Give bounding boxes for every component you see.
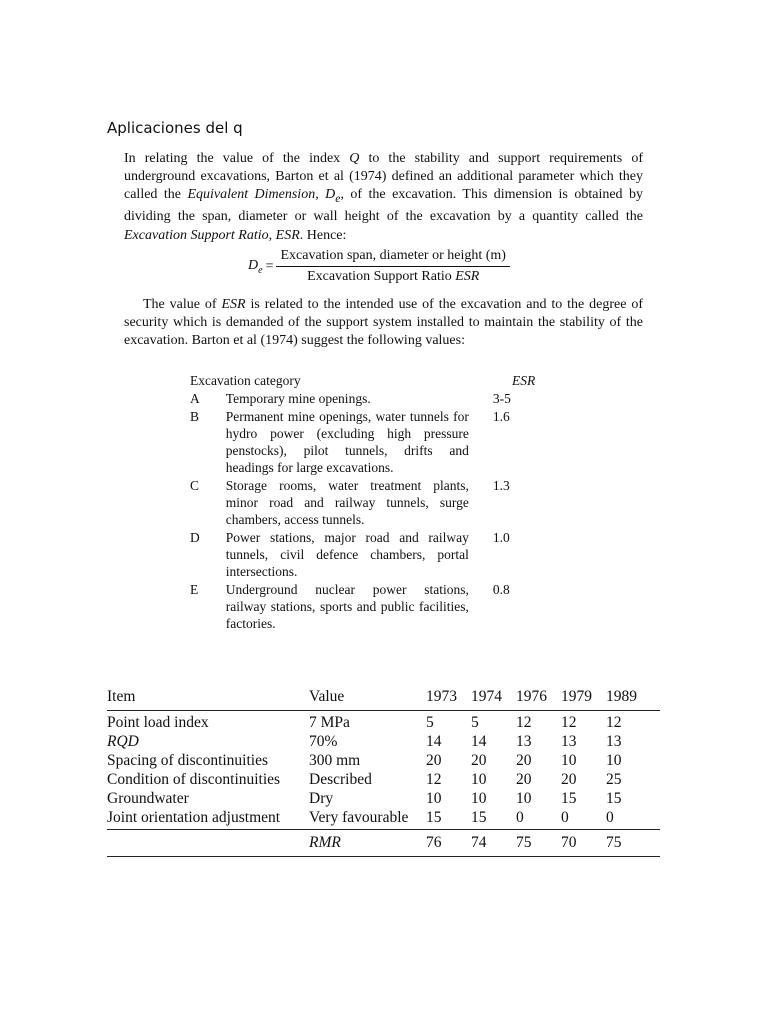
esr-category-code: D <box>190 530 200 545</box>
esr-description-line: Storage rooms, water treatment plants, <box>225 478 469 493</box>
rmr-total-label: RMR <box>309 830 426 857</box>
rmr-header-1989: 1989 <box>606 684 660 711</box>
esr-description-line: minor road and railway tunnels, surge <box>225 495 469 510</box>
intro-line-2: underground excavations, Barton et al (1974) defined an additional parameter which they <box>124 169 643 185</box>
esr-description-line: factories. <box>225 616 276 631</box>
rmr-header-1973: 1973 <box>426 684 471 711</box>
esr-value: 3-5 <box>492 391 511 406</box>
rmr-1989-cell: 13 <box>606 733 622 750</box>
formula-equals: = <box>265 258 274 274</box>
rmr-value-cell: Very favourable <box>309 809 409 826</box>
esr-category-description <box>226 529 469 580</box>
rmr-total-cell <box>107 830 309 857</box>
rmr-1979-cell: 0 <box>561 809 569 826</box>
rmr-1973-cell: 5 <box>426 714 434 731</box>
rmr-1976-cell: 0 <box>516 809 524 826</box>
rmr-total-cell: 75 <box>606 830 660 857</box>
esr-description-line: Permanent mine openings, water tunnels for <box>225 409 469 424</box>
esr-description-line: chambers, access tunnels. <box>225 512 365 527</box>
esr-row <box>190 477 540 528</box>
intro-line-4: dividing the span, diameter or wall height of the excavation by a quantity called the <box>124 209 643 225</box>
esr-row <box>190 529 540 580</box>
esr-category-description <box>226 477 469 528</box>
esr-line-1: The value of ESR is related to the intended use of the excavation and to the degree of <box>143 297 644 312</box>
rmr-1973-cell: 12 <box>426 771 442 788</box>
formula-fraction <box>276 248 509 285</box>
formula-denominator: Excavation Support Ratio ESR <box>307 269 480 284</box>
rmr-total-cell: 75 <box>516 830 561 857</box>
rmr-item-cell: Spacing of discontinuities <box>107 752 269 769</box>
rmr-total-cell: 70 <box>561 830 606 857</box>
rmr-item-cell: Point load index <box>107 714 209 731</box>
rmr-1979-cell: 12 <box>561 714 577 731</box>
rmr-1974-cell: 10 <box>471 771 487 788</box>
rmr-item-cell: Groundwater <box>107 790 189 807</box>
esr-category-description <box>226 390 469 407</box>
rmr-1974-cell: 15 <box>471 809 487 826</box>
esr-description-line: tunnels, civil defence chambers, portal <box>225 547 469 562</box>
rmr-1973-cell: 10 <box>426 790 442 807</box>
header-esr: ESR <box>512 373 536 388</box>
esr-line-2: security which is demanded of the support system installed to maintain the stability of the <box>124 315 643 331</box>
esr-category-code: E <box>190 582 199 597</box>
esr-description-line: railway stations, sports and public facilities, <box>225 599 469 614</box>
esr-paragraph <box>124 296 643 351</box>
esr-description-line: headings for large excavations. <box>225 460 394 475</box>
rmr-value-cell: Described <box>309 771 372 788</box>
page-heading: Aplicaciones del q <box>107 119 243 137</box>
esr-category-code: A <box>190 391 200 406</box>
esr-category-code: B <box>190 409 200 424</box>
esr-value: 1.0 <box>492 530 510 545</box>
intro-line-1: In relating the value of the index Q to the stability and support requirements of <box>124 151 643 166</box>
esr-value: 1.6 <box>492 409 510 424</box>
rmr-value-cell: 300 mm <box>309 752 361 769</box>
esr-value: 1.3 <box>492 478 510 493</box>
esr-description-line: penstocks), pilot tunnels, drifts and <box>225 443 469 458</box>
rmr-total-cell: 74 <box>471 830 516 857</box>
esr-category-table <box>190 372 540 632</box>
rmr-total-cell: 76 <box>426 830 471 857</box>
rmr-1973-cell: 14 <box>426 733 442 750</box>
rmr-value-cell: 7 MPa <box>309 714 350 731</box>
rmr-1974-cell: 10 <box>471 790 487 807</box>
esr-table-header <box>190 372 540 389</box>
rmr-header-1974: 1974 <box>471 684 516 711</box>
esr-category-description <box>226 581 469 632</box>
rmr-header-1976: 1976 <box>516 684 561 711</box>
rmr-1974-cell: 20 <box>471 752 487 769</box>
esr-row <box>190 408 540 476</box>
esr-category-code: C <box>190 478 200 493</box>
rmr-1974-cell: 5 <box>471 714 479 731</box>
rmr-1979-cell: 15 <box>561 790 577 807</box>
esr-description-line: intersections. <box>225 564 298 579</box>
rmr-1979-cell: 20 <box>561 771 577 788</box>
rmr-1976-cell: 12 <box>516 714 532 731</box>
formula-lhs: $D_e$ <box>248 257 263 276</box>
rmr-row <box>107 770 660 789</box>
rmr-item-cell: Condition of discontinuities <box>107 771 281 788</box>
rmr-header-value: Value <box>309 684 426 711</box>
rmr-1973-cell: 20 <box>426 752 442 769</box>
intro-line-5: Excavation Support Ratio, ESR. Hence: <box>124 227 347 243</box>
rmr-row <box>107 751 660 770</box>
esr-description-line: Temporary mine openings. <box>225 391 371 406</box>
rmr-header-1979: 1979 <box>561 684 606 711</box>
rmr-1989-cell: 25 <box>606 771 622 788</box>
rmr-1989-cell: 15 <box>606 790 622 807</box>
rmr-value-cell: Dry <box>309 790 334 807</box>
rmr-table <box>107 684 660 857</box>
rmr-1989-cell: 12 <box>606 714 622 731</box>
rmr-row <box>107 711 660 733</box>
rmr-1979-cell: 13 <box>561 733 577 750</box>
rmr-item-cell: Joint orientation adjustment <box>107 809 281 826</box>
rmr-total-row <box>107 830 660 857</box>
esr-value: 0.8 <box>492 582 510 597</box>
rmr-header-item: Item <box>107 684 309 711</box>
esr-description-line: Underground nuclear power stations, <box>225 582 469 597</box>
formula-numerator: Excavation span, diameter or height (m) <box>276 248 509 267</box>
esr-description-line: Power stations, major road and railway <box>225 530 469 545</box>
esr-row <box>190 581 540 632</box>
rmr-1976-cell: 20 <box>516 771 532 788</box>
esr-line-3: excavation. Barton et al (1974) suggest the following values: <box>124 333 465 349</box>
rmr-value-cell: 70% <box>309 733 338 750</box>
equivalent-dimension-formula <box>248 248 510 285</box>
rmr-row <box>107 808 660 830</box>
rmr-1973-cell: 15 <box>426 809 442 826</box>
header-excavation-category: Excavation category <box>190 373 301 388</box>
rmr-row <box>107 789 660 808</box>
rmr-item-cell: RQD <box>107 733 139 750</box>
esr-description-line: hydro power (excluding high pressure <box>225 426 469 441</box>
rmr-1974-cell: 14 <box>471 733 487 750</box>
rmr-row <box>107 732 660 751</box>
esr-category-description <box>226 408 469 476</box>
rmr-1979-cell: 10 <box>561 752 577 769</box>
rmr-1976-cell: 20 <box>516 752 532 769</box>
rmr-1976-cell: 10 <box>516 790 532 807</box>
intro-line-3: called the Equivalent Dimension, $D_e$, of the excavation. This dimension is obtained by <box>124 187 643 206</box>
intro-paragraph <box>124 150 643 245</box>
rmr-header-row <box>107 684 660 711</box>
esr-row <box>190 390 540 407</box>
rmr-1976-cell: 13 <box>516 733 532 750</box>
rmr-1989-cell: 10 <box>606 752 622 769</box>
rmr-1989-cell: 0 <box>606 809 614 826</box>
